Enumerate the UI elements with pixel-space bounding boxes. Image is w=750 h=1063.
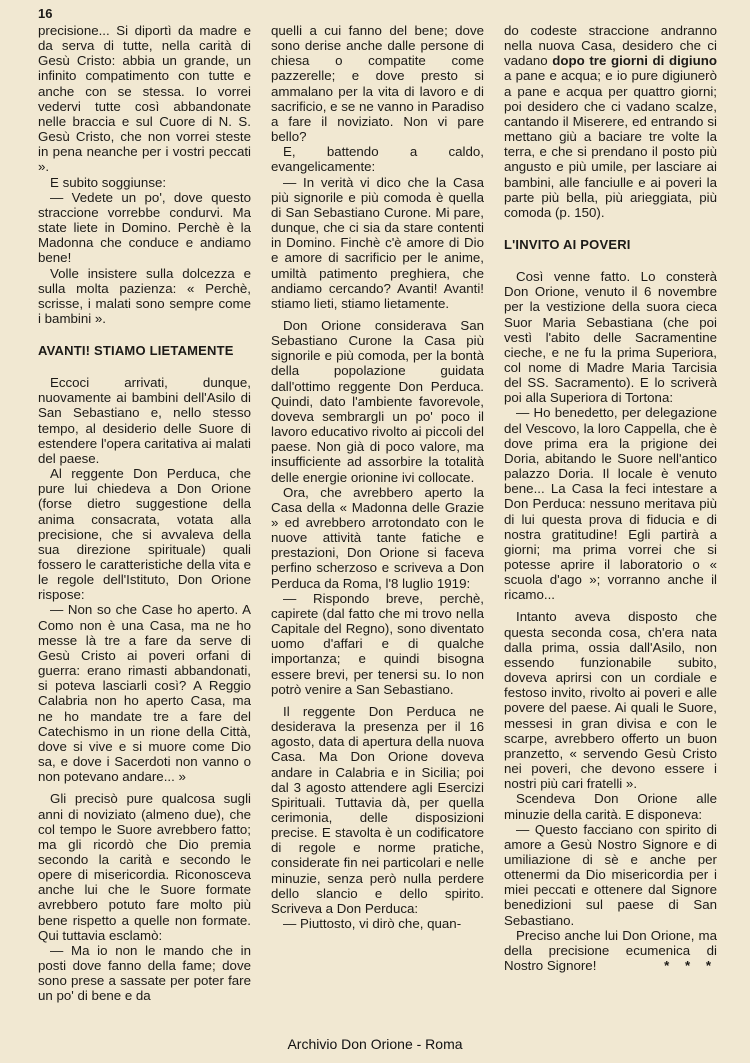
text-run: a pane e acqua; e io pure digiunerò a pane e acqua per quattro giorni; poi desidero che ci vadano scalze, cantando il Miserere, ed entrando si mettano giù a baciare tre volte la terra, e che si prendano il posto più angusto e più umile, per lasciare ai bambini, alle fanciulle e ai poveri la parte più bella, più arieggiata, più comoda (p. 150).: [504, 68, 717, 220]
paragraph: Intanto aveva disposto che questa seconda cosa, ch'era nata dalla prima, ossia dall'Asilo, non essendo funzionabile subito, doveva aprirsi con un cordiale e festoso invito, rivolto ai poveri e alle povere del paese. Ai quali le Suore, messesi in gran divisa e con le scarpe, avrebbero offerto un buon pranzetto, « servendo Gesù Cristo nei poveri, che devono essere i nostri più cari fratelli ».: [504, 609, 717, 792]
paragraph: quelli a cui fanno del bene; dove sono derise anche dalle persone di chiesa o compatite come pazzerelle; e dove presto si ammalano per la vita di lavoro e di sacrificio, e se ne vanno in Paradiso a fare il noviziato. Non vi pare bello?: [271, 23, 484, 145]
paragraph: Scendeva Don Orione alle minuzie della carità. E disponeva:: [504, 791, 717, 822]
paragraph: Gli precisò pure qualcosa sugli anni di noviziato (almeno due), che col tempo le Suore avrebbero fatto; ma gli ricordò che Dio premia secondo la carità e secondo le opere di misericordia. Riconosceva anche lui che le Suore formate avrebbero potuto fare molto più bene rispetto a quelle non formate. Qui tuttavia esclamò:: [38, 791, 251, 943]
bold-phrase: dopo tre giorni di digiuno: [552, 53, 717, 69]
paragraph: — Vedete un po', dove questo straccione vorrebbe condurvi. Ma state liete in Domino. Perchè è la Madonna che conduce e andiamo bene!: [38, 189, 251, 266]
paragraph: precisione... Si diportì da madre e da serva di tutte, nella carità di Gesù Cristo: abbia un grande, un infinito compatimento con tutte e anche con se stessa. Io vorrei vedervi tutte così abbandonate nelle braccia e sul Cuore di N. S. Gesù Cristo, che non vorrei steste in pena neanche per i vostri peccati ».: [38, 23, 251, 175]
paragraph: — Questo facciano con spirito di amore a Gesù Nostro Signore e di umiliazione di sè e anche per ottenermi da Dio misericordia per i miei peccati e ottenere dal Signore benedizioni sul paese di San Sebastiano.: [504, 821, 717, 928]
column-3: [504, 23, 717, 1023]
column-1: [38, 23, 251, 1023]
paragraph: — In verità vi dico che la Casa più signorile e più comoda è quella di San Sebastiano Curone. Mi pare, dunque, che ci sia da stare contenti in Domino. Finchè c'è amore di Dio e amore di sacrificio per le anime, umiltà patimento preghiera, che andiamo cercando? Avanti! Avanti! stiamo lieti, stiamo lietamente.: [271, 174, 484, 311]
article-body: [38, 23, 718, 1023]
paragraph: [504, 928, 717, 973]
paragraph: — Ma io non le mando che in posti dove fanno della fame; dove sono prese a sassate per poter fare un po' di bene e da: [38, 942, 251, 1004]
section-heading: AVANTI! STIAMO LIETAMENTE: [38, 343, 234, 359]
paragraph: [504, 23, 717, 220]
paragraph: — Non so che Case ho aperto. A Como non è una Casa, ma ne ho messe là tre a fare da serve di Gesù Cristo ai poveri orfani di guerra: erano rimasti abbandonati, si poteva lasciarli così? A Reggio Calabria non ho aperto Casa, ma ne ho mandate tre a fare del Catechismo in un rione della Città, dove si vive e si muore come Dio sa, e dove i Sacerdoti non vanno o non potevano andare... »: [38, 602, 251, 785]
text-run: Preciso anche lui Don Orione, ma della precisione ecumenica di Nostro Signore!: [504, 927, 717, 974]
paragraph: Ora, che avrebbero aperto la Casa della « Madonna delle Grazie » ed avrebbero arrotondato con le nuove attività tante fatiche e prestazioni, Don Orione si faceva perfino scherzoso e scriveva a Don Perduca da Roma, l'8 luglio 1919:: [271, 484, 484, 591]
section-end-stars: * * *: [664, 958, 717, 974]
paragraph: Volle insistere sulla dolcezza e sulla molta pazienza: « Perchè, scrisse, i malati sono sempre come i bambini ».: [38, 265, 251, 326]
paragraph: E, battendo a caldo, evangelicamente:: [271, 144, 484, 175]
column-2: [271, 23, 484, 1023]
paragraph: Il reggente Don Perduca ne desiderava la presenza per il 16 agosto, data di apertura della nuova Casa. Ma Don Orione doveva andare in Calabria e in Sicilia; poi dal 3 agosto attendere agli Esercizi Spirituali. Tuttavia dà, per quella cerimonia, delle disposizioni precise. E stavolta è un codificatore di regole e norme pratiche, considerate fin nei particolari e nelle minuzie, senza però nulla perdere dello slancio e dello spirito. Scriveva a Don Perduca:: [271, 703, 484, 916]
page-number: 16: [38, 6, 53, 21]
archive-footer: Archivio Don Orione - Roma: [287, 1036, 463, 1052]
text-run: do codeste straccione andranno nella nuova Casa, desidero che ci vadano: [504, 23, 717, 69]
paragraph: — Rispondo breve, perchè, capirete (dal fatto che mi trovo nella Capitale del Regno), sono diventato uomo d'affari e di qualche importanza; e quindi bisogna essere brevi, per tenersi su. Io non potrò venire a San Sebastiano.: [271, 590, 484, 697]
paragraph: — Ho benedetto, per delegazione del Vescovo, la loro Cappella, che è dove prima era la prigione dei Doria, abitando le Suore nell'antico palazzo Doria. Il locale è venuto bene... La Casa la feci intestare a Don Perduca: nessuno meritava più di lui questa prova di fiducia e di nostra gratitudine! Egli partirà a giorni; ma prima vorrei che si potesse aprire il laboratorio o « scuola d'ago »; vorranno anche il ricamo...: [504, 405, 717, 603]
section-heading: L'INVITO AI POVERI: [504, 237, 631, 253]
paragraph: Al reggente Don Perduca, che pure lui chiedeva a Don Orione (forse dietro suggestione della anima consacrata, votata alla precisione, che si avvaleva della sua direzione spirituale) quali fossero le caratteristiche della vita e le regole dell'Istituto, Don Orione rispose:: [38, 466, 251, 603]
paragraph: E subito soggiunse:: [50, 174, 167, 190]
paragraph: Don Orione considerava San Sebastiano Curone la Casa più signorile e più comoda, per la bontà della popolazione guidata dall'ottimo reggente Don Perduca. Quindi, dato l'ambiente favorevole, doveva sembrargli un po' poco il lavoro educativo rivolto ai piccoli del paese. Non già di poco valore, ma insufficiente ad assorbire la totalità delle energie orionine ivi collocate.: [271, 317, 484, 485]
paragraph: Eccoci arrivati, dunque, nuovamente ai bambini dell'Asilo di San Sebastiano e, nello stesso tempo, al desiderio delle Suore di estendere l'opera caritativa ai malati del paese.: [38, 375, 251, 466]
paragraph: Così venne fatto. Lo consterà Don Orione, venuto il 6 novembre per la vestizione della suora cieca Suor Maria Sebastiana (che poi vestì l'abito delle Sacramentine cieche, e ne fu la prima Superiora, col nome di Madre Maria Tarcisia del SS. Sacramento). E lo scriverà poi alla Superiora di Tortona:: [504, 269, 717, 406]
paragraph: — Piuttosto, vi dirò che, quan-: [283, 916, 462, 932]
